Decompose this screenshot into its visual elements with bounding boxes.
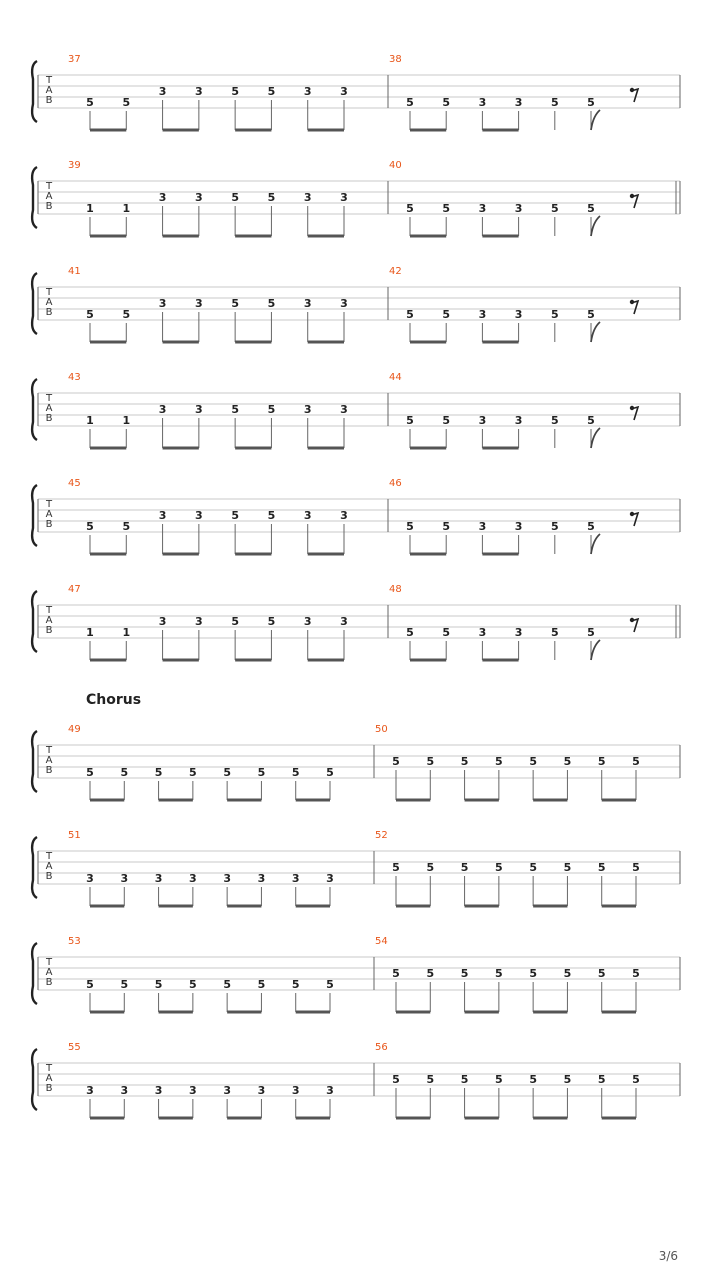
- fret-number: 3: [514, 520, 523, 533]
- fret-number: 3: [158, 403, 167, 416]
- fret-number: 5: [223, 978, 231, 991]
- fret-number: 3: [514, 414, 523, 427]
- fret-number: 5: [154, 978, 163, 991]
- fret-number: 5: [426, 755, 435, 768]
- fret-number: 5: [442, 414, 451, 427]
- fret-number: 5: [529, 861, 537, 874]
- fret-number: 3: [303, 509, 312, 522]
- bar-number: 44: [389, 372, 402, 383]
- fret-number: 3: [478, 520, 487, 533]
- fret-number: 5: [495, 1073, 503, 1086]
- bar-number: 43: [68, 372, 81, 383]
- fret-number: 3: [478, 96, 487, 109]
- fret-number: 5: [495, 967, 503, 980]
- tab-clef-letter: A: [45, 967, 53, 978]
- fret-number: 5: [392, 755, 400, 768]
- note-flag: [591, 322, 600, 342]
- fret-number: 5: [442, 308, 451, 321]
- bar-number: 37: [68, 54, 81, 65]
- fret-number: 5: [122, 308, 131, 321]
- fret-number: 5: [495, 755, 503, 768]
- fret-number: 5: [392, 861, 400, 874]
- fret-number: 5: [231, 297, 239, 310]
- fret-number: 3: [303, 191, 312, 204]
- fret-number: 3: [291, 872, 300, 885]
- fret-number: 5: [563, 1073, 572, 1086]
- fret-number: 3: [223, 1084, 231, 1097]
- bar-number: 51: [68, 830, 81, 841]
- fret-number: 3: [478, 414, 487, 427]
- bar-number: 53: [68, 936, 81, 947]
- fret-number: 5: [460, 967, 469, 980]
- bar-number: 52: [375, 830, 388, 841]
- tab-clef-letter: B: [45, 307, 53, 318]
- note-flag: [591, 110, 600, 130]
- fret-number: 3: [514, 308, 523, 321]
- fret-number: 5: [267, 509, 276, 522]
- eighth-rest-icon: [631, 513, 638, 526]
- bar-number: 46: [389, 478, 402, 489]
- fret-number: 3: [340, 509, 348, 522]
- fret-number: 3: [189, 872, 197, 885]
- tab-clef-letter: T: [45, 1063, 53, 1074]
- tab-clef-letter: T: [45, 75, 53, 86]
- fret-number: 5: [86, 308, 94, 321]
- tab-clef-letter: B: [45, 519, 53, 530]
- eighth-rest-icon: [631, 89, 638, 102]
- fret-number: 3: [478, 626, 487, 639]
- note-flag: [591, 534, 600, 554]
- fret-number: 5: [529, 967, 537, 980]
- fret-number: 5: [326, 978, 334, 991]
- bar-number: 39: [68, 160, 81, 171]
- fret-number: 5: [231, 615, 239, 628]
- fret-number: 5: [426, 861, 435, 874]
- tab-clef-letter: A: [45, 85, 53, 96]
- fret-number: 5: [122, 520, 131, 533]
- fret-number: 3: [257, 872, 266, 885]
- fret-number: 3: [340, 615, 348, 628]
- tab-clef-letter: B: [45, 765, 53, 776]
- fret-number: 1: [122, 414, 131, 427]
- system-bracket: [32, 943, 37, 1004]
- fret-number: 3: [257, 1084, 266, 1097]
- fret-number: 1: [86, 202, 94, 215]
- fret-number: 5: [632, 755, 640, 768]
- fret-number: 1: [122, 202, 131, 215]
- fret-number: 5: [120, 978, 129, 991]
- fret-number: 5: [189, 766, 197, 779]
- fret-number: 5: [392, 1073, 400, 1086]
- bar-number: 54: [375, 936, 388, 947]
- fret-number: 3: [478, 308, 487, 321]
- tab-clef-letter: B: [45, 413, 53, 424]
- tab-clef-letter: T: [45, 851, 53, 862]
- bar-number: 50: [375, 724, 388, 735]
- eighth-rest-icon: [631, 195, 638, 208]
- fret-number: 3: [195, 85, 203, 98]
- fret-number: 5: [267, 191, 276, 204]
- system-bracket: [32, 273, 37, 334]
- fret-number: 5: [326, 766, 334, 779]
- fret-number: 5: [632, 967, 640, 980]
- fret-number: 3: [303, 85, 312, 98]
- tab-clef-letter: A: [45, 1073, 53, 1084]
- fret-number: 5: [550, 202, 559, 215]
- fret-number: 5: [587, 520, 595, 533]
- page-number: 3/6: [658, 1249, 678, 1263]
- fret-number: 5: [587, 626, 595, 639]
- eighth-rest-icon: [631, 301, 638, 314]
- tab-clef-letter: B: [45, 977, 53, 988]
- fret-number: 3: [86, 1084, 94, 1097]
- tab-clef-letter: A: [45, 297, 53, 308]
- bar-number: 47: [68, 584, 81, 595]
- tab-clef-letter: T: [45, 605, 53, 616]
- bar-number: 40: [389, 160, 402, 171]
- fret-number: 3: [195, 509, 203, 522]
- tab-clef-letter: T: [45, 957, 53, 968]
- system-bracket: [32, 1049, 37, 1110]
- fret-number: 3: [158, 85, 167, 98]
- fret-number: 5: [86, 766, 94, 779]
- fret-number: 5: [563, 967, 572, 980]
- fret-number: 5: [550, 414, 559, 427]
- fret-number: 5: [587, 414, 595, 427]
- fret-number: 1: [86, 414, 94, 427]
- fret-number: 3: [514, 96, 523, 109]
- fret-number: 3: [195, 403, 203, 416]
- fret-number: 5: [597, 861, 606, 874]
- bar-number: 48: [389, 584, 402, 595]
- bar-number: 45: [68, 478, 81, 489]
- bar-number: 41: [68, 266, 81, 277]
- tab-clef-letter: T: [45, 499, 53, 510]
- fret-number: 3: [195, 297, 203, 310]
- tab-clef-letter: T: [45, 393, 53, 404]
- fret-number: 5: [231, 191, 239, 204]
- fret-number: 5: [86, 96, 94, 109]
- fret-number: 5: [231, 403, 239, 416]
- tab-clef-letter: T: [45, 287, 53, 298]
- eighth-rest-icon: [631, 619, 638, 632]
- fret-number: 3: [514, 202, 523, 215]
- fret-number: 5: [120, 766, 129, 779]
- fret-number: 5: [563, 861, 572, 874]
- fret-number: 1: [86, 626, 94, 639]
- system-bracket: [32, 837, 37, 898]
- tab-clef-letter: B: [45, 871, 53, 882]
- system-bracket: [32, 379, 37, 440]
- system-bracket: [32, 485, 37, 546]
- tab-clef-letter: A: [45, 755, 53, 766]
- fret-number: 5: [563, 755, 572, 768]
- fret-number: 3: [158, 191, 167, 204]
- fret-number: 3: [195, 191, 203, 204]
- fret-number: 3: [340, 403, 348, 416]
- fret-number: 5: [460, 861, 469, 874]
- fret-number: 5: [122, 96, 131, 109]
- note-flag: [591, 640, 600, 660]
- fret-number: 5: [189, 978, 197, 991]
- note-flag: [591, 428, 600, 448]
- tab-system: [32, 731, 680, 800]
- fret-number: 3: [189, 1084, 197, 1097]
- fret-number: 5: [550, 626, 559, 639]
- fret-number: 3: [478, 202, 487, 215]
- fret-number: 3: [303, 615, 312, 628]
- fret-number: 3: [340, 191, 348, 204]
- fret-number: 5: [550, 96, 559, 109]
- fret-number: 5: [442, 626, 451, 639]
- fret-number: 5: [406, 626, 414, 639]
- fret-number: 5: [257, 978, 266, 991]
- tab-clef-letter: A: [45, 191, 53, 202]
- tab-clef-letter: B: [45, 1083, 53, 1094]
- fret-number: 3: [158, 509, 167, 522]
- fret-number: 5: [460, 1073, 469, 1086]
- tab-clef-letter: T: [45, 181, 53, 192]
- system-bracket: [32, 591, 37, 652]
- fret-number: 5: [597, 1073, 606, 1086]
- fret-number: 5: [587, 96, 595, 109]
- system-bracket: [32, 61, 37, 122]
- fret-number: 5: [529, 755, 537, 768]
- fret-number: 5: [406, 96, 414, 109]
- fret-number: 5: [267, 85, 276, 98]
- fret-number: 3: [86, 872, 94, 885]
- fret-number: 5: [442, 96, 451, 109]
- fret-number: 5: [267, 615, 276, 628]
- fret-number: 5: [231, 509, 239, 522]
- fret-number: 3: [303, 403, 312, 416]
- fret-number: 3: [303, 297, 312, 310]
- tab-clef-letter: B: [45, 625, 53, 636]
- fret-number: 5: [632, 861, 640, 874]
- system-bracket: [32, 167, 37, 228]
- tab-system: [32, 1049, 680, 1118]
- bar-number: 38: [389, 54, 402, 65]
- fret-number: 3: [340, 85, 348, 98]
- tab-clef-letter: A: [45, 861, 53, 872]
- system-bracket: [32, 731, 37, 792]
- fret-number: 5: [231, 85, 239, 98]
- fret-number: 5: [597, 755, 606, 768]
- fret-number: 5: [495, 861, 503, 874]
- fret-number: 5: [154, 766, 163, 779]
- fret-number: 5: [406, 308, 414, 321]
- fret-number: 3: [120, 872, 129, 885]
- bar-number: 55: [68, 1042, 81, 1053]
- eighth-rest-icon: [631, 407, 638, 420]
- fret-number: 5: [267, 297, 276, 310]
- fret-number: 5: [257, 766, 266, 779]
- fret-number: 5: [426, 1073, 435, 1086]
- fret-number: 3: [154, 1084, 163, 1097]
- fret-number: 5: [392, 967, 400, 980]
- fret-number: 5: [86, 978, 94, 991]
- fret-number: 1: [122, 626, 131, 639]
- fret-number: 5: [529, 1073, 537, 1086]
- fret-number: 3: [158, 297, 167, 310]
- fret-number: 3: [340, 297, 348, 310]
- fret-number: 3: [195, 615, 203, 628]
- tab-clef-letter: A: [45, 403, 53, 414]
- fret-number: 5: [267, 403, 276, 416]
- fret-number: 5: [587, 202, 595, 215]
- note-flag: [591, 216, 600, 236]
- fret-number: 5: [426, 967, 435, 980]
- tab-clef-letter: B: [45, 95, 53, 106]
- fret-number: 5: [406, 414, 414, 427]
- fret-number: 3: [120, 1084, 129, 1097]
- fret-number: 5: [442, 202, 451, 215]
- bar-number: 49: [68, 724, 81, 735]
- fret-number: 3: [326, 1084, 334, 1097]
- fret-number: 3: [154, 872, 163, 885]
- fret-number: 5: [460, 755, 469, 768]
- fret-number: 5: [550, 520, 559, 533]
- fret-number: 5: [406, 520, 414, 533]
- fret-number: 5: [291, 978, 300, 991]
- tab-clef-letter: A: [45, 615, 53, 626]
- bar-number: 42: [389, 266, 402, 277]
- fret-number: 5: [550, 308, 559, 321]
- tab-clef-letter: B: [45, 201, 53, 212]
- fret-number: 5: [597, 967, 606, 980]
- fret-number: 3: [514, 626, 523, 639]
- tab-system: [32, 837, 680, 906]
- fret-number: 5: [223, 766, 231, 779]
- tab-system: [32, 943, 680, 1012]
- fret-number: 3: [158, 615, 167, 628]
- fret-number: 3: [291, 1084, 300, 1097]
- tab-clef-letter: A: [45, 509, 53, 520]
- fret-number: 5: [587, 308, 595, 321]
- fret-number: 5: [86, 520, 94, 533]
- fret-number: 5: [442, 520, 451, 533]
- fret-number: 3: [223, 872, 231, 885]
- tab-clef-letter: T: [45, 745, 53, 756]
- fret-number: 5: [632, 1073, 640, 1086]
- fret-number: 5: [406, 202, 414, 215]
- fret-number: 3: [326, 872, 334, 885]
- bar-number: 56: [375, 1042, 388, 1053]
- section-label-chorus: Chorus: [86, 692, 142, 708]
- fret-number: 5: [291, 766, 300, 779]
